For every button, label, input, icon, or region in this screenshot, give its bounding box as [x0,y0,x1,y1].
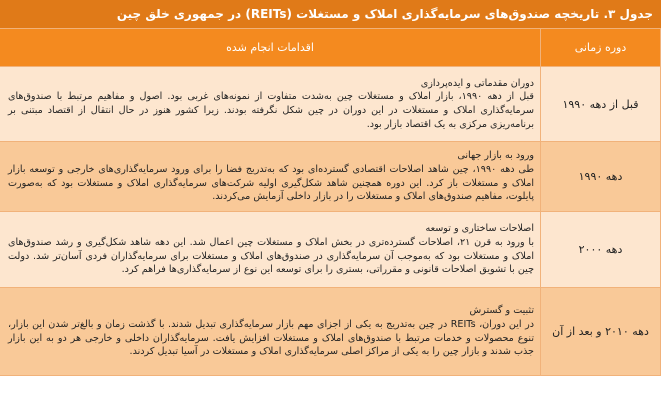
row-actions [0,142,541,212]
row-subtitle: اصلاحات ساختاری و توسعه [425,223,534,235]
row-subtitle: ورود به بازار جهانی [457,150,534,162]
history-table [0,28,661,376]
row-text: طی دهه ۱۹۹۰، چین شاهد اصلاحات اقتصادی گسترده‌ای بود که به‌تدریج فضا را برای ورود سرمایه‌گذاری‌های خارجی و توسعه بازار املاک و مستغلات باز کرد. این دوره همچنین شاهد شکل‌گیری اولیه شرکت‌های سرمایه‌گذاری املاک و مستغلات بود که به‌صورت پایلوت، مفاهیم صندوق‌های املاک و مستغلات را در بازار داخلی آزمایش می‌کردند. [8,163,534,203]
table-row [0,212,661,288]
row-period: دهه ۲۰۱۰ و بعد از آن [541,288,661,376]
header-row [0,29,661,67]
row-text: قبل از دهه ۱۹۹۰، بازار املاک و مستغلات چین به‌شدت متفاوت از نمونه‌های غربی بود. اصول و مفاهیم مرتبط با صندوق‌های سرمایه‌گذاری املاک و مستغلات در این دوران در چین شکل نگرفته بودند. زیرا کشور هنوز در حال انتقال از اقتصاد مبتنی بر برنامه‌ریزی مرکزی به یک اقتصاد بازار بود. [8,91,534,130]
row-actions [0,288,541,376]
header-period: دوره زمانی [541,29,661,67]
table-row [0,142,661,212]
row-period: دهه ۲۰۰۰ [541,212,661,288]
table-title: جدول ۳. تاریخچه صندوق‌های سرمایه‌گذاری املاک و مستغلات (REITs) در جمهوری خلق چین [0,0,661,28]
row-text: با ورود به قرن ۲۱، اصلاحات گسترده‌تری در بخش املاک و مستغلات چین اعمال شد. این دهه شاهد شکل‌گیری و رشد صندوق‌های املاک و مستغلات بود که به‌موجب آن سرمایه‌گذاری در صندوق‌های املاک و مستغلات برای سرمایه‌گذاران فردی آسان‌تر شد. دولت چین با تشویق اصلاحات قانونی و مقرراتی، بستری را برای توسعه این نوع از سرمایه‌گذاری‌ها فراهم کرد. [8,236,535,276]
table-row [0,288,661,376]
table-row [0,67,661,142]
row-subtitle: تثبیت و گسترش [469,305,534,317]
row-actions [0,67,541,142]
row-subtitle: دوران مقدماتی و ایده‌پردازی [420,77,534,89]
row-period: قبل از دهه ۱۹۹۰ [541,67,661,142]
header-actions: اقدامات انجام شده [0,29,541,67]
row-actions [0,212,541,288]
row-text: در این دوران، REITs در چین به‌تدریج به یکی از اجزای مهم بازار سرمایه‌گذاری تبدیل شدند. با گذشت زمان و بالغ‌تر شدن این بازار، تنوع محصولات و خدمات مرتبط با صندوق‌های املاک و مستغلات افزایش یافت. سرمایه‌گذاران داخلی و خارجی هر دو به این بازار جذب شدند و بازار چین را به یکی از مراکز اصلی سرمایه‌گذاری املاک و مستغلات در آسیا تبدیل کردند. [8,318,534,358]
row-period: دهه ۱۹۹۰ [541,142,661,212]
